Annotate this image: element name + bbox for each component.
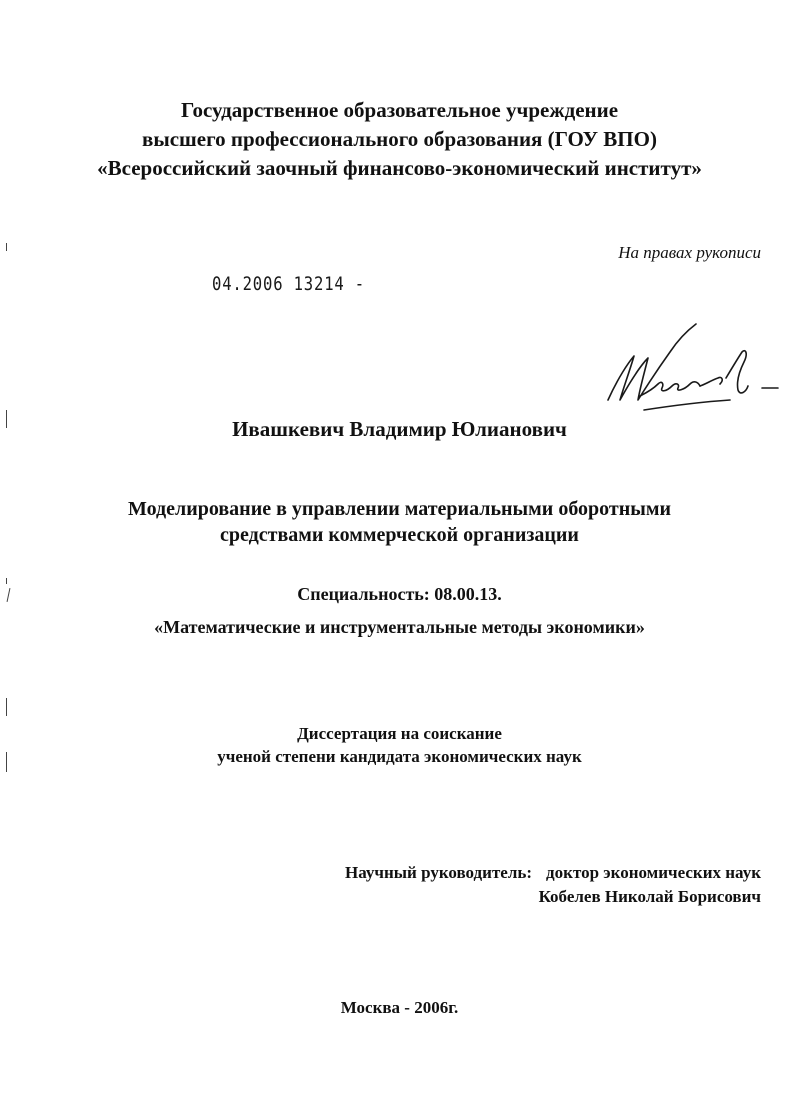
degree-line-2: ученой степени кандидата экономических наук bbox=[217, 747, 582, 766]
scan-mark bbox=[6, 410, 7, 428]
manuscript-rights-note: На правах рукописи bbox=[618, 243, 761, 262]
supervisor-name: Кобелев Николай Борисович bbox=[538, 887, 761, 906]
scan-mark bbox=[6, 698, 7, 716]
degree-statement bbox=[40, 722, 759, 768]
specialty-code: Специальность: 08.00.13. bbox=[297, 584, 502, 604]
specialty-name: «Математические и инструментальные методы экономики» bbox=[154, 617, 645, 637]
supervisor-label: Научный руководитель: bbox=[345, 863, 533, 882]
supervisor-row-1 bbox=[345, 861, 761, 885]
author-name: Ивашкевич Владимир Юлианович bbox=[232, 417, 567, 441]
title-line-2: средствами коммерческой организации bbox=[220, 524, 579, 546]
scan-mark bbox=[6, 243, 7, 251]
dissertation-title bbox=[40, 496, 759, 548]
institution-line-1: Государственное образовательное учреждение bbox=[180, 98, 619, 122]
city-year: Москва - 2006г. bbox=[340, 998, 459, 1017]
institution-line-3: «Всероссийский заочный финансово-экономический институт» bbox=[97, 156, 702, 180]
institution-line-2: высшего профессионального образования (ГОУ ВПО) bbox=[142, 127, 657, 151]
library-stamp-number: 04.2006 13214 - bbox=[212, 273, 366, 295]
degree-line-1: Диссертация на соискание bbox=[297, 724, 502, 743]
supervisor-block bbox=[345, 861, 761, 909]
handwritten-signature bbox=[600, 318, 790, 418]
title-line-1: Моделирование в управлении материальными оборотными bbox=[127, 498, 672, 520]
scan-mark bbox=[6, 752, 7, 772]
supervisor-degree: доктор экономических наук bbox=[546, 863, 761, 882]
scan-mark bbox=[6, 578, 7, 584]
institution-header bbox=[38, 96, 761, 183]
scan-mark bbox=[7, 588, 11, 602]
